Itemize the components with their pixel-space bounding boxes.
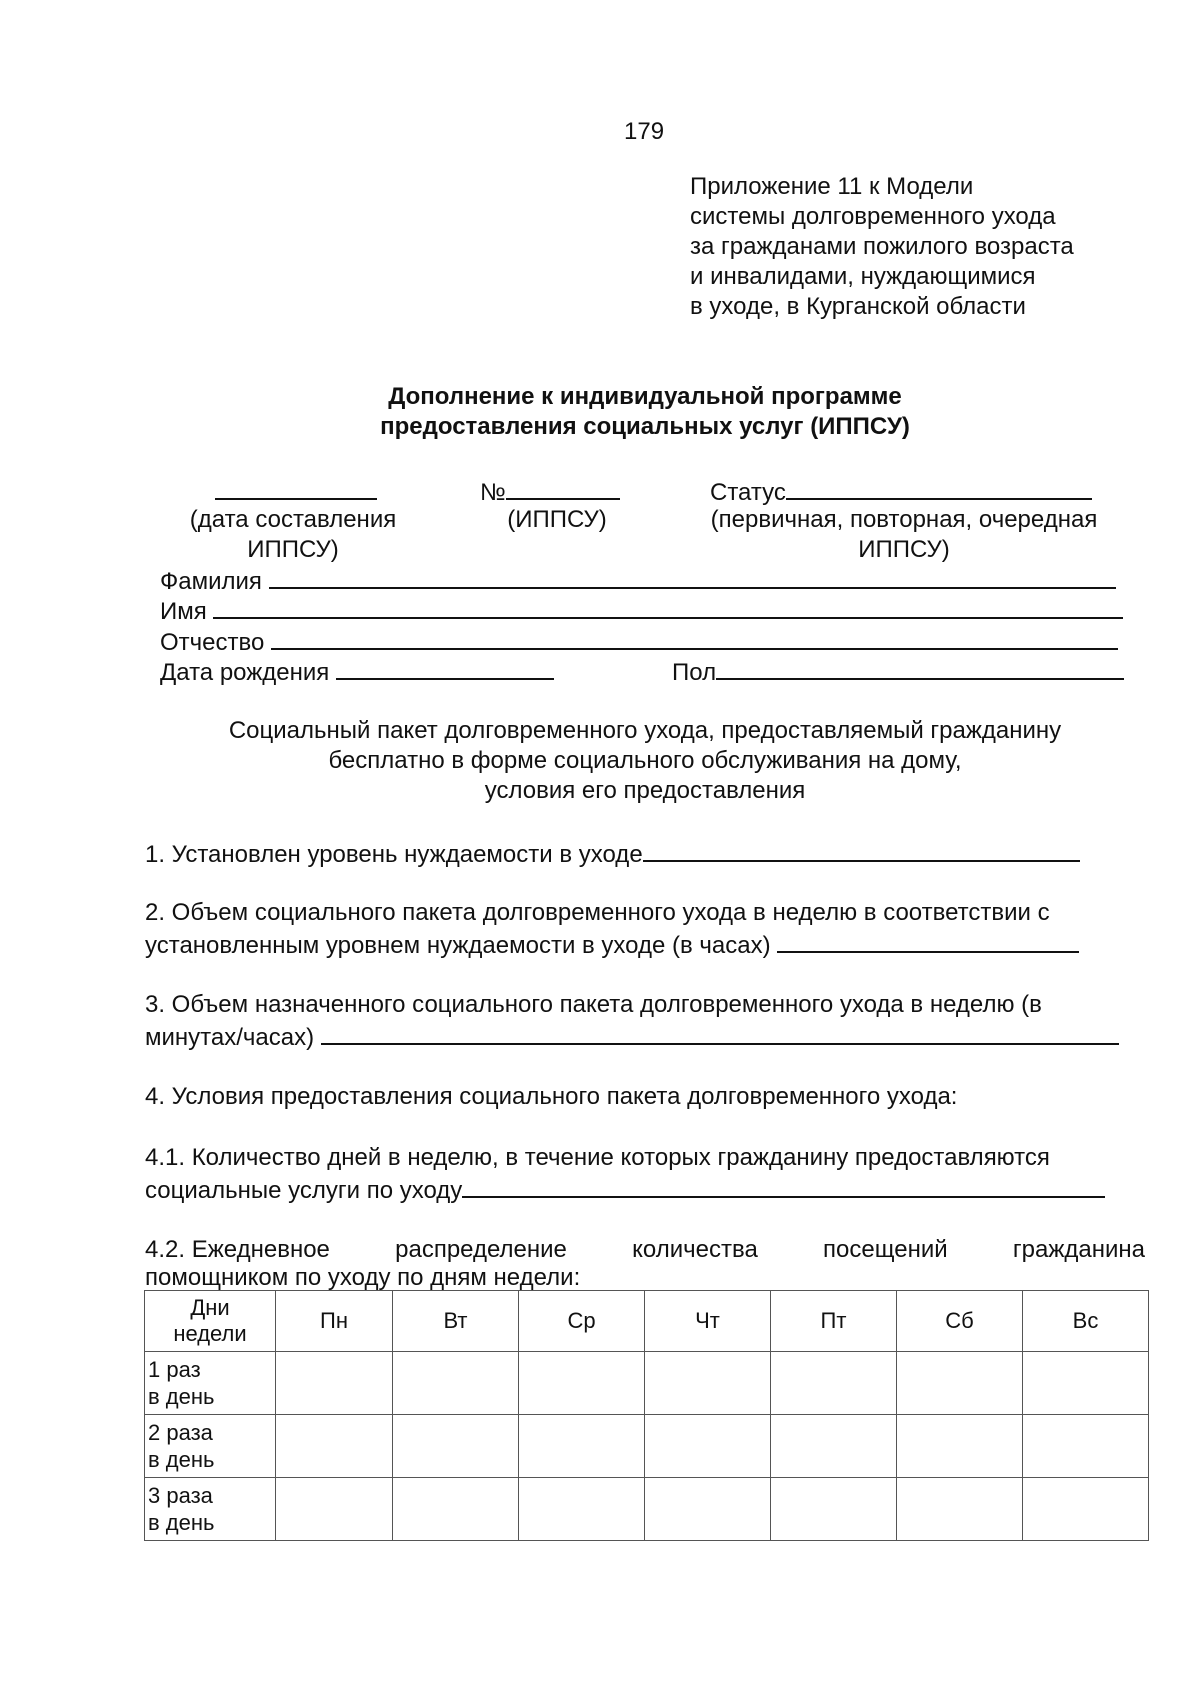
number-field-line: [506, 476, 620, 500]
item-1-care-level[interactable]: [145, 838, 1080, 869]
appendix-line: и инвалидами, нуждающимися: [690, 263, 1036, 290]
appendix-note: [690, 172, 1074, 322]
item-2-line-1: 2. Объем социального пакета долговременного ухода в неделю в соответствии с: [145, 899, 1050, 926]
status-caption-line-1: (первичная, повторная, очередная: [710, 506, 1098, 533]
sex-label: Пол: [672, 659, 717, 686]
item-4-heading: 4. Условия предоставления социального пакета долговременного ухода:: [145, 1083, 958, 1110]
item-1-text: 1. Установлен уровень нуждаемости в уходе: [145, 841, 643, 868]
schedule-cell[interactable]: [771, 1415, 897, 1478]
day-header-thu: Чт: [645, 1291, 771, 1352]
item-2-weekly-hours[interactable]: [145, 929, 1079, 960]
item-3-line-1: 3. Объем назначенного социального пакета долговременного ухода в неделю (в: [145, 991, 1042, 1018]
schedule-cell[interactable]: [393, 1415, 519, 1478]
item-1-line: [643, 838, 1080, 862]
date-caption: [168, 505, 418, 565]
schedule-cell[interactable]: [276, 1415, 393, 1478]
birth-date-label: Дата рождения: [160, 659, 330, 686]
status-field[interactable]: [710, 476, 1092, 507]
item-4-2-word: 4.2. Ежедневное: [145, 1236, 330, 1263]
row-label-line-2: в день: [148, 1510, 215, 1535]
date-caption-line-1: (дата составления: [189, 506, 397, 533]
table-row: [145, 1352, 1149, 1415]
item-2-text: установленным уровнем нуждаемости в уходе (в часах): [145, 932, 771, 959]
item-4-2-line-2: помощником по уходу по дням недели:: [145, 1264, 581, 1291]
schedule-cell[interactable]: [1023, 1415, 1149, 1478]
day-header-tue: Вт: [393, 1291, 519, 1352]
birth-date-line: [336, 656, 554, 680]
appendix-line: системы долговременного ухода: [690, 203, 1056, 230]
schedule-cell[interactable]: [1023, 1352, 1149, 1415]
section-heading-line-2: бесплатно в форме социального обслуживания на дому,: [328, 747, 962, 774]
item-3-assigned-volume[interactable]: [145, 1021, 1119, 1052]
title-line-1: Дополнение к индивидуальной программе: [388, 383, 902, 410]
item-4-1-line-1: 4.1. Количество дней в неделю, в течение которых гражданину предоставляются: [145, 1144, 1050, 1171]
schedule-cell[interactable]: [645, 1478, 771, 1541]
status-caption: [686, 505, 1122, 565]
day-header-wed: Ср: [519, 1291, 645, 1352]
section-heading: [0, 716, 1200, 806]
table-row: [145, 1415, 1149, 1478]
item-4-1-text: социальные услуги по уходу: [145, 1177, 463, 1204]
schedule-cell[interactable]: [645, 1352, 771, 1415]
row-label: [145, 1478, 276, 1541]
status-caption-line-2: ИППСУ): [858, 536, 950, 563]
row-label-line-1: 3 раза: [148, 1483, 213, 1508]
number-label: №: [480, 479, 506, 506]
schedule-cell[interactable]: [771, 1352, 897, 1415]
patronymic-line: [271, 626, 1118, 650]
schedule-cell[interactable]: [897, 1415, 1023, 1478]
number-caption: (ИППСУ): [507, 506, 607, 533]
schedule-cell[interactable]: [897, 1352, 1023, 1415]
schedule-cell[interactable]: [771, 1478, 897, 1541]
schedule-cell[interactable]: [519, 1415, 645, 1478]
sex-field[interactable]: [672, 656, 1124, 687]
surname-label: Фамилия: [160, 568, 262, 595]
schedule-cell[interactable]: [897, 1478, 1023, 1541]
schedule-cell[interactable]: [276, 1352, 393, 1415]
visit-schedule-table: [144, 1290, 1149, 1541]
table-header-row: [145, 1291, 1149, 1352]
status-label: Статус: [710, 479, 786, 506]
schedule-cell[interactable]: [519, 1352, 645, 1415]
corner-line-2: недели: [173, 1321, 247, 1346]
row-label: [145, 1352, 276, 1415]
appendix-line: за гражданами пожилого возраста: [690, 233, 1074, 260]
item-4-1-line: [462, 1174, 1105, 1198]
item-4-2-word: посещений: [823, 1236, 948, 1263]
day-header-sat: Сб: [897, 1291, 1023, 1352]
status-field-line: [786, 476, 1092, 500]
sex-line: [716, 656, 1124, 680]
page-number: 179: [624, 118, 665, 145]
name-line: [213, 595, 1123, 619]
day-header-fri: Пт: [771, 1291, 897, 1352]
schedule-cell[interactable]: [1023, 1478, 1149, 1541]
row-label-line-2: в день: [148, 1384, 215, 1409]
ippsu-number-field[interactable]: [480, 476, 620, 507]
item-4-2-word: распределение: [395, 1236, 567, 1263]
document-title: [0, 382, 1200, 442]
section-heading-line-1: Социальный пакет долговременного ухода, предоставляемый гражданину: [228, 717, 1062, 744]
name-field[interactable]: [160, 595, 1123, 626]
patronymic-label: Отчество: [160, 629, 265, 656]
item-4-2-line-1: [145, 1236, 1145, 1264]
patronymic-field[interactable]: [160, 626, 1118, 657]
surname-field[interactable]: [160, 565, 1116, 596]
item-4-2-word: количества: [632, 1236, 758, 1263]
row-label-line-1: 2 раза: [148, 1420, 213, 1445]
surname-line: [269, 565, 1116, 589]
table-row: [145, 1478, 1149, 1541]
appendix-line: Приложение 11 к Модели: [690, 173, 974, 200]
section-heading-line-3: условия его предоставления: [484, 777, 806, 804]
name-label: Имя: [160, 598, 207, 625]
schedule-cell[interactable]: [393, 1352, 519, 1415]
row-label-line-2: в день: [148, 1447, 215, 1472]
item-3-text: минутах/часах): [145, 1024, 315, 1051]
row-label: [145, 1415, 276, 1478]
title-line-2: предоставления социальных услуг (ИППСУ): [380, 413, 910, 440]
date-caption-line-2: ИППСУ): [247, 536, 339, 563]
day-header-sun: Вс: [1023, 1291, 1149, 1352]
corner-header-cell: [145, 1291, 276, 1352]
row-label-line-1: 1 раз: [148, 1357, 201, 1382]
item-3-line: [321, 1021, 1119, 1045]
schedule-cell[interactable]: [393, 1478, 519, 1541]
item-4-1-days-per-week[interactable]: [145, 1174, 1105, 1205]
date-field-line[interactable]: [215, 476, 377, 500]
day-header-mon: Пн: [276, 1291, 393, 1352]
appendix-line: в уходе, в Курганской области: [690, 293, 1026, 320]
item-2-line: [777, 929, 1079, 953]
corner-line-1: Дни: [190, 1295, 230, 1320]
birth-date-field[interactable]: [160, 656, 554, 687]
item-4-2-word: гражданина: [1012, 1236, 1145, 1263]
schedule-cell[interactable]: [645, 1415, 771, 1478]
schedule-cell[interactable]: [276, 1478, 393, 1541]
schedule-cell[interactable]: [519, 1478, 645, 1541]
